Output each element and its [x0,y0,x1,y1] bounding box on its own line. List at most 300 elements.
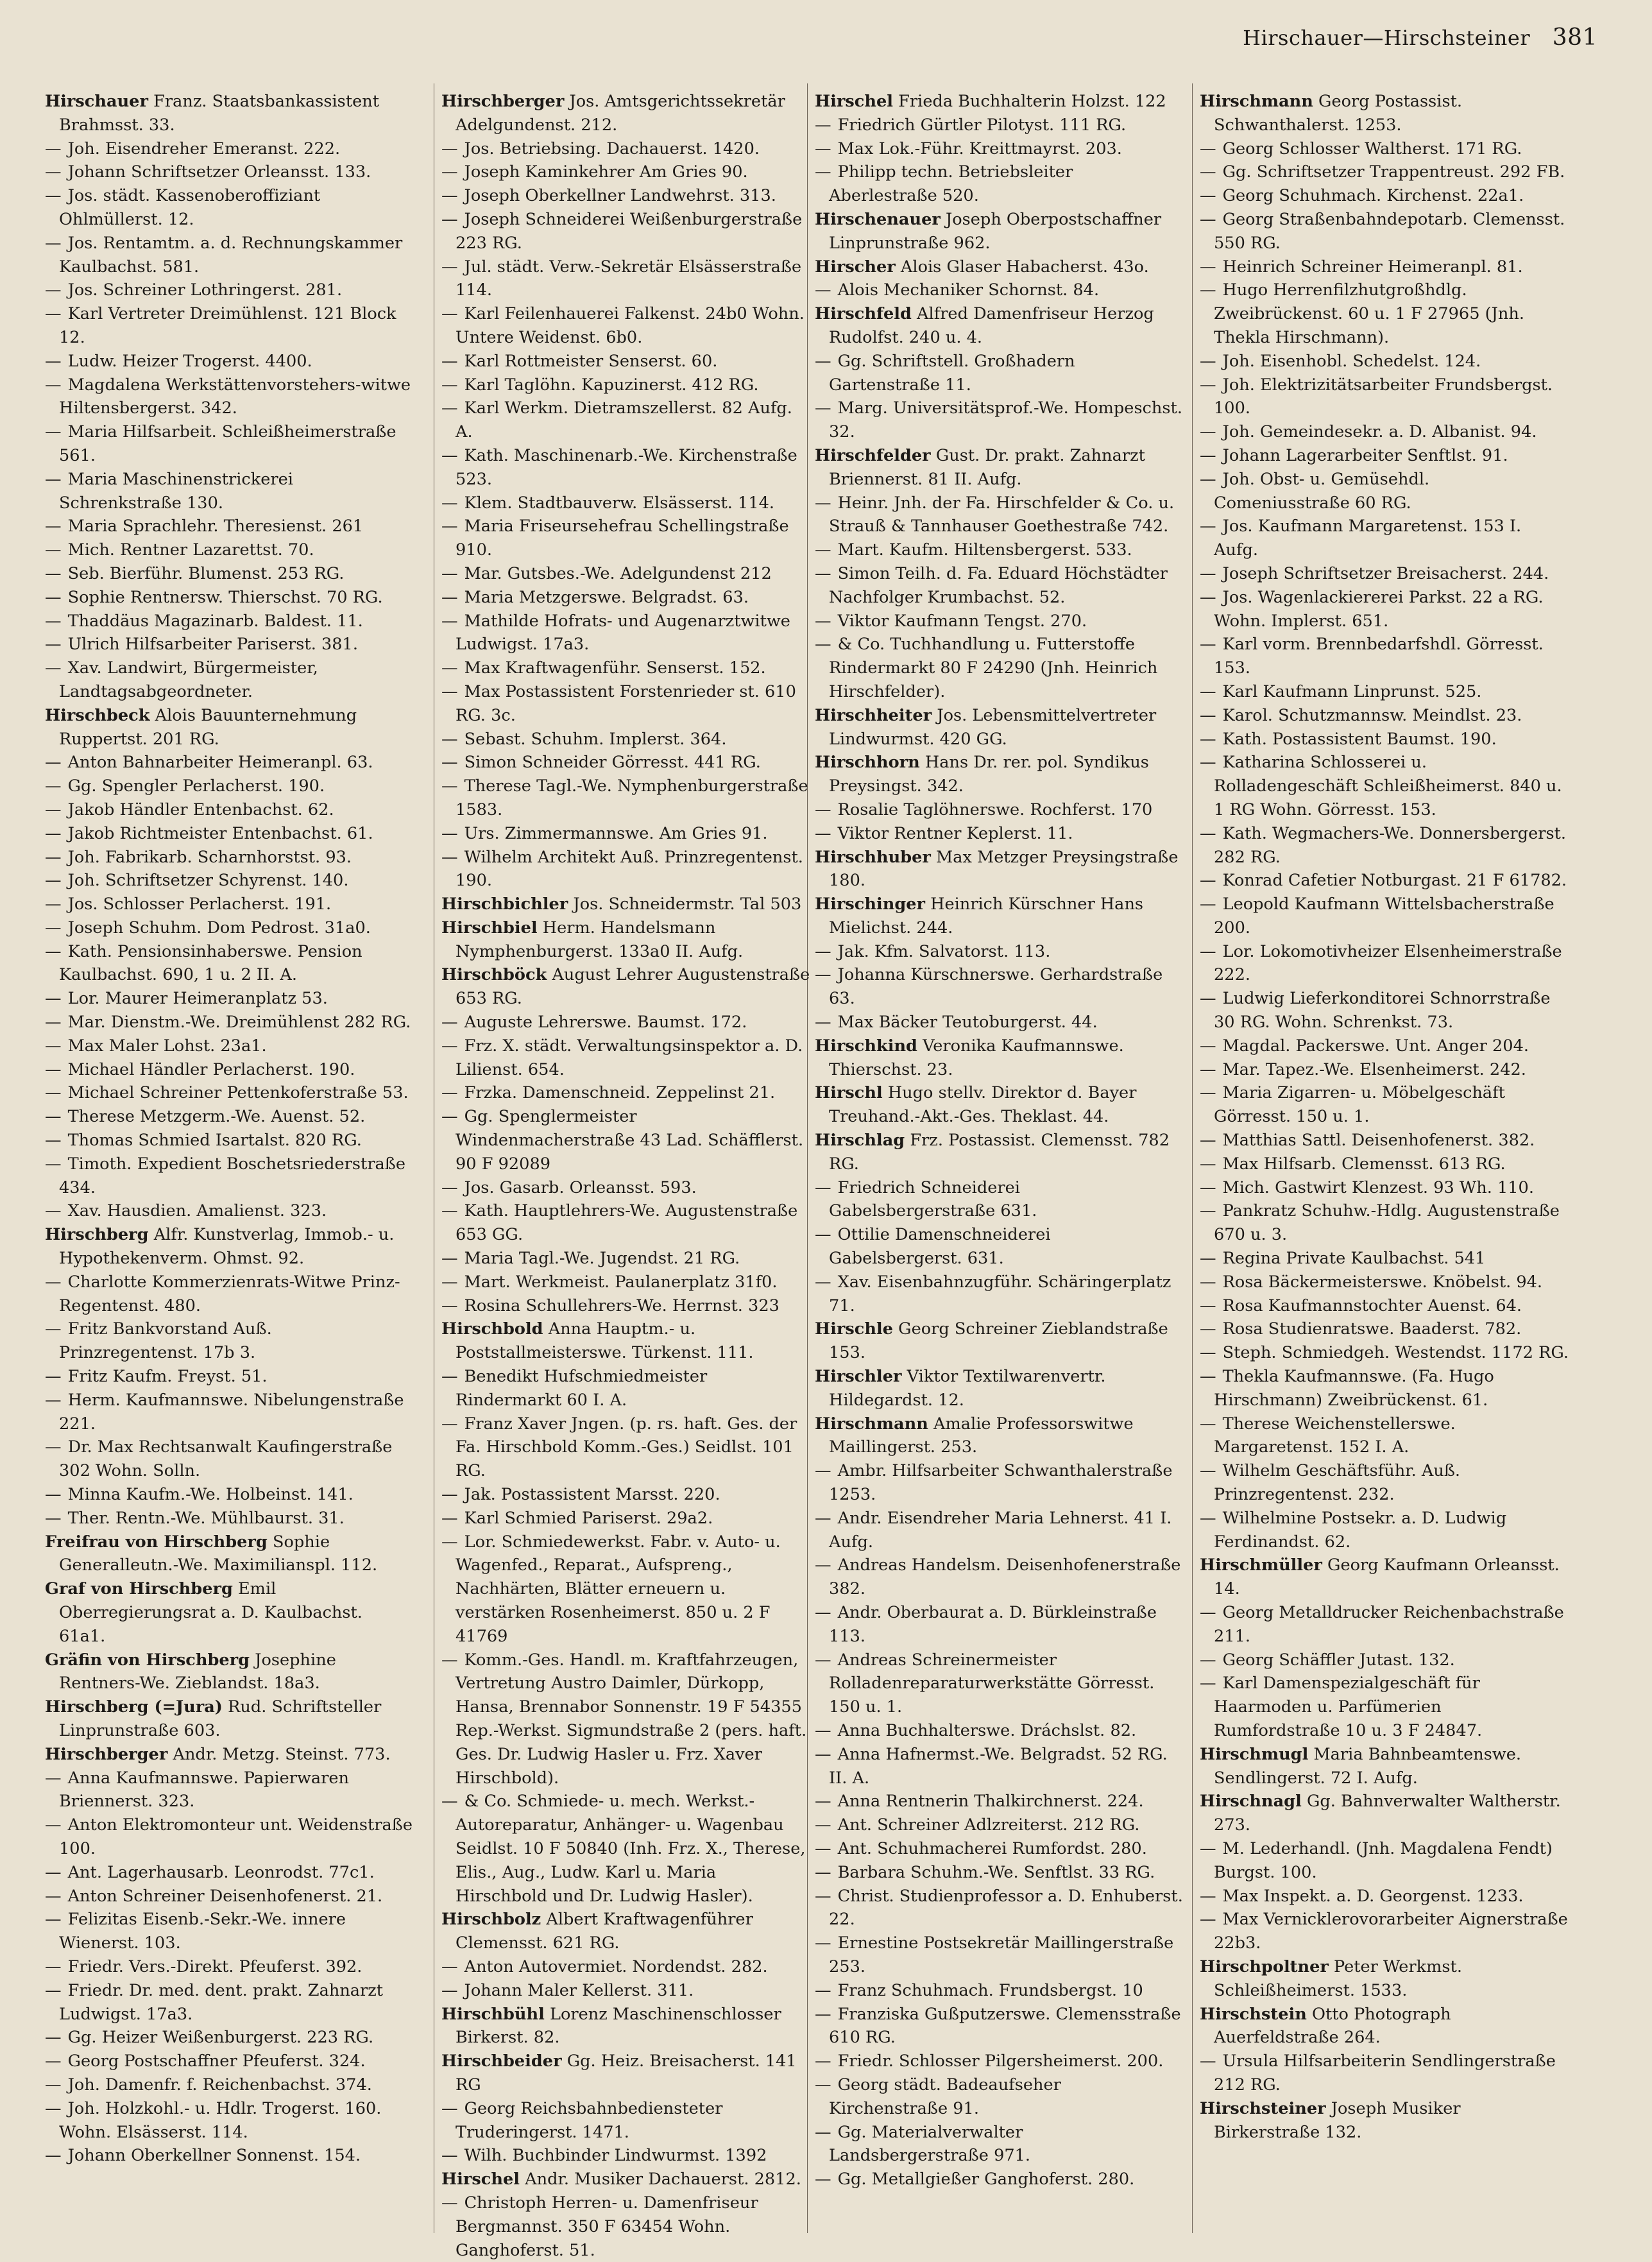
ditto-dash: — [815,1013,831,1032]
ditto-dash: — [815,1792,831,1812]
entry-details: Maria Friseursehefrau Schellingstraße 910. [456,517,789,560]
entry-surname: Hirschbolz [441,1910,541,1930]
ditto-dash: — [815,115,831,135]
directory-entry [815,562,1184,610]
directory-entry [441,1271,810,1294]
ditto-dash: — [815,1862,831,1882]
ditto-dash: — [815,1272,831,1292]
entry-details: Max Hilfsarb. Clemensst. 613 RG. [1222,1154,1506,1174]
entry-details: Jakob Händler Entenbachst. 62. [67,800,334,819]
entry-details: Ulrich Hilfsarbeiter Pariserst. 381. [67,635,358,655]
ditto-dash: — [45,587,62,607]
entry-details: Maria Zigarren- u. Möbelgeschäft Görresst. 150 u. 1. [1214,1083,1505,1127]
entry-details: Georg Postschaffner Pfeuferst. 324. [67,2052,366,2071]
entry-details: Alfr. Kunstverlag, Immob.- u. Hypothekenverm. Ohmst. 92. [59,1225,395,1269]
directory-entry [45,90,414,137]
ditto-dash: — [441,753,458,773]
directory-entry [441,1649,810,1790]
ditto-dash: — [45,1910,62,1930]
directory-entry [441,1365,810,1412]
entry-details: Rud. Schriftsteller Linprunstraße 603. [59,1697,382,1740]
directory-entry [45,137,414,161]
entry-details: Jos. städt. Kassenoberoffiziant Ohlmüllerst. 12. [59,186,321,229]
directory-entry [441,610,810,657]
directory-entry [1200,822,1569,870]
entry-details: Alois Bauunternehmung Ruppertst. 201 RG. [59,705,357,749]
ditto-dash: — [441,1532,458,1552]
ditto-dash: — [1200,823,1216,843]
ditto-dash: — [45,1131,62,1151]
directory-entry [45,1955,414,1979]
directory-entry [1200,680,1569,704]
ditto-dash: — [815,351,831,371]
entry-details: Therese Metzgerm.-We. Auenst. 52. [67,1107,366,1127]
directory-entry [441,302,810,350]
directory-entry [441,1483,810,1507]
ditto-dash: — [815,563,831,583]
ditto-dash: — [1200,1650,1216,1670]
ditto-dash: — [1200,1201,1216,1221]
ditto-dash: — [1200,1296,1216,1315]
directory-entry [441,846,810,893]
ditto-dash: — [815,2075,831,2095]
directory-entry [45,586,414,610]
ditto-dash: — [1200,1319,1216,1339]
entry-details: Sophie Rentnersw. Thierschst. 70 RG. [67,587,383,607]
entry-details: Jos. Schreiner Lothringerst. 281. [67,280,343,300]
entry-details: Rosina Schullehrers-We. Herrnst. 323 [464,1296,779,1315]
entry-details: Georg Metalldrucker Reichenbachstraße 211. [1214,1603,1564,1646]
ditto-dash: — [45,540,62,560]
entry-details: Lorenz Maschinenschlosser Birkerst. 82. [456,2004,781,2048]
directory-entry [45,775,414,798]
entry-details: Johann Oberkellner Sonnenst. 154. [67,2146,361,2166]
directory-entry [815,1790,1184,1813]
entry-details: Jak. Postassistent Marsst. 220. [464,1485,720,1505]
entry-details: Joh. Holzkohl.- u. Hdlr. Trogerst. 160. Wohn. Elsässerst. 114. [59,2098,382,2142]
entry-details: Minna Kaufm.-We. Holbeinst. 141. [67,1485,353,1505]
ditto-dash: — [1200,729,1216,749]
entry-details: Simon Teilh. d. Fa. Eduard Höchstädter Nachfolger Krumbachst. 52. [829,563,1168,607]
directory-entry [1200,1837,1569,1885]
entry-details: Friedr. Vers.-Direkt. Pfeuferst. 392. [67,1957,362,1976]
directory-entry [45,1530,414,1578]
entry-details: Emil Oberregierungsrat a. D. Kaulbachst. 61a1. [59,1579,362,1646]
directory-entry [815,1979,1184,2003]
entry-surname: Hirschinger [815,895,925,914]
entry-details: Joh. Damenfr. f. Reichenbachst. 374. [67,2075,372,2095]
entry-details: Urs. Zimmermannswe. Am Gries 91. [464,823,768,843]
entry-details: Anton Autovermiet. Nordendst. 282. [464,1957,768,1976]
directory-entry [1200,1129,1569,1152]
entry-details: Mathilde Hofrats- und Augenarztwitwe Ludwigst. 17a3. [456,611,790,655]
directory-entry [45,1152,414,1200]
directory-entry [1200,1743,1569,1790]
ditto-dash: — [1200,895,1216,914]
entry-details: Max Inspekt. a. D. Georgenst. 1233. [1222,1886,1524,1906]
directory-entry [1200,633,1569,680]
directory-entry [45,2097,414,2145]
directory-entry [1200,2003,1569,2050]
ditto-dash: — [45,1957,62,1976]
directory-entry [815,1719,1184,1743]
entry-details: Ant. Schreiner Adlzreiterst. 212 RG. [837,1815,1140,1835]
ditto-dash: — [45,1886,62,1906]
ditto-dash: — [45,989,62,1009]
entry-details: Katharina Schlosserei u. Rolladengeschäft Schleißheimerst. 840 u. 1 RG Wohn. Görresst. 153. [1214,753,1562,819]
entry-details: Hugo Herrenfilzhutgroßhdlg. Zweibrückenst. 60 u. 1 F 27965 (Jnh. Thekla Hirschmann). [1214,280,1524,347]
ditto-dash: — [1200,941,1216,961]
directory-entry [45,1695,414,1743]
entry-surname: Hirschlag [815,1131,905,1151]
ditto-dash: — [441,2146,458,2166]
entry-details: Gg. Schriftstell. Großhadern Gartenstraße 11. [829,351,1075,395]
entry-details: Maria Hilfsarbeit. Schleißheimerstraße 561. [59,422,396,465]
directory-entry [441,822,810,846]
entry-surname: Hirschbiel [441,918,538,938]
entry-details: Mart. Kaufm. Hiltensbergerst. 533. [837,540,1132,560]
entry-details: Gg. Materialverwalter Landsbergerstraße 971. [829,2122,1031,2166]
entry-details: Joh. Eisendreher Emeranst. 222. [67,139,341,159]
directory-entry [815,1412,1184,1460]
entry-details: Magdal. Packerswe. Unt. Anger 204. [1222,1036,1529,1056]
entry-details: Andr. Oberbaurat a. D. Bürkleinstraße 113. [829,1603,1157,1646]
directory-entry [1200,1459,1569,1507]
directory-entry [1200,1152,1569,1176]
entry-details: Konrad Cafetier Notburgast. 21 F 61782. [1222,871,1567,891]
entry-details: Max Maler Lohst. 23a1. [67,1036,267,1056]
directory-entry [1200,1247,1569,1271]
directory-entry [45,1034,414,1058]
directory-entry [441,728,810,751]
entry-details: Barbara Schuhm.-We. Senftlst. 33 RG. [837,1862,1155,1882]
entry-details: Joseph Kaminkehrer Am Gries 90. [464,162,748,182]
directory-entry [1200,1554,1569,1601]
directory-entry [45,846,414,870]
entry-surname: Hirschbichler [441,895,568,914]
entry-details: Max Vernicklerovorarbeiter Aignerstraße 22b3. [1214,1910,1568,1953]
directory-entry [815,350,1184,397]
ditto-dash: — [441,351,458,371]
column-1 [45,90,414,2233]
entry-surname: Hirschpoltner [1200,1957,1329,1976]
entry-details: Georg Schreiner Zieblandstraße 153. [829,1319,1168,1363]
directory-entry [1200,562,1569,586]
entry-details: Ottilie Damenschneiderei Gabelsbergerst. 631. [829,1225,1051,1269]
directory-entry [815,397,1184,444]
directory-entry [45,2073,414,2097]
directory-entry [815,822,1184,846]
ditto-dash: — [1200,186,1216,206]
directory-entry [45,987,414,1011]
ditto-dash: — [1200,1036,1216,1056]
directory-entry [815,160,1184,208]
directory-entry [45,916,414,940]
directory-entry [1200,1081,1569,1129]
entry-details: Franz Schuhmach. Frundsbergst. 10 [837,1980,1143,2000]
ditto-dash: — [1200,139,1216,159]
entry-details: Georg Schlosser Waltherst. 171 RG. [1222,139,1522,159]
directory-entry [1200,1034,1569,1058]
directory-entry [1200,90,1569,137]
ditto-dash: — [1200,1154,1216,1174]
directory-entry [45,515,414,538]
entry-details: Karl Schmied Pariserst. 29a2. [464,1508,713,1528]
directory-entry [45,1058,414,1082]
entry-details: Gg. Spenglermeister Windenmacherstraße 43 Lad. Schäfflerst. 90 F 92089 [456,1107,804,1174]
entry-details: & Co. Tuchhandlung u. Futterstoffe Rindermarkt 80 F 24290 (Jnh. Heinrich Hirschfelder). [829,635,1158,701]
entry-details: Anna Hafnermst.-We. Belgradst. 52 RG. II. A. [829,1744,1168,1788]
entry-details: Jos. Wagenlackiererei Parkst. 22 a RG. Wohn. Implerst. 651. [1214,587,1544,631]
directory-entry [45,1483,414,1507]
directory-entry [441,2144,810,2168]
ditto-dash: — [1200,351,1216,371]
directory-entry [441,492,810,515]
ditto-dash: — [441,257,458,277]
entry-surname: Hirschmann [1200,92,1313,111]
directory-entry [45,1011,414,1034]
directory-entry [45,1389,414,1436]
entry-details: Karl Taglöhn. Kapuzinerst. 412 RG. [464,375,759,395]
directory-entry [45,562,414,586]
entry-details: Ludwig Lieferkonditorei Schnorrstraße 30 RG. Wohn. Schrenkst. 73. [1214,989,1551,1032]
entry-details: Gg. Schriftsetzer Trappentreust. 292 FB. [1222,162,1565,182]
entry-details: Ludw. Heizer Trogerst. 4400. [67,351,312,371]
directory-entry [815,1129,1184,1176]
ditto-dash: — [45,304,62,324]
directory-entry [815,846,1184,893]
ditto-dash: — [441,1508,458,1528]
entry-surname: Hirschsteiner [1200,2098,1326,2118]
entry-surname: Hirschfeld [815,304,912,324]
directory-entry [441,2097,810,2145]
entry-details: Thaddäus Magazinarb. Baldest. 11. [67,611,363,631]
entry-details: Max Lok.-Führ. Kreittmayrst. 203. [837,139,1122,159]
directory-entry [1200,184,1569,208]
entry-details: Wilhelmine Postsekr. a. D. Ludwig Ferdinandst. 62. [1214,1508,1507,1552]
entry-details: Friedr. Dr. med. dent. prakt. Zahnarzt Ludwigst. 17a3. [59,1980,384,2024]
entry-details: Joh. Gemeindesekr. a. D. Albanist. 94. [1222,422,1537,442]
entry-details: Anton Bahnarbeiter Heimeranpl. 63. [67,753,373,773]
entry-details: Georg Straßenbahndepotarb. Clemensst. 550 RG. [1214,209,1565,253]
directory-entry [815,1176,1184,1224]
directory-entry [45,1271,414,1318]
entry-details: Ant. Lagerhausarb. Leonrodst. 77c1. [67,1862,375,1882]
ditto-dash: — [441,1083,458,1103]
entry-surname: Freifrau von Hirschberg [45,1532,268,1552]
entry-details: Xav. Eisenbahnzugführ. Schäringerplatz 71. [829,1272,1171,1315]
directory-entry [815,1223,1184,1271]
entry-surname: Hirschauer [45,92,148,111]
entry-details: Georg Schuhmach. Kirchenst. 22a1. [1222,186,1524,206]
directory-entry [441,2003,810,2050]
column-divider [1192,83,1193,2233]
ditto-dash: — [815,1980,831,2000]
entry-details: Maria Metzgerswe. Belgradst. 63. [464,587,749,607]
ditto-dash: — [1200,1272,1216,1292]
ditto-dash: — [441,563,458,583]
directory-entry [815,90,1184,114]
directory-entry [441,586,810,610]
directory-entry [815,751,1184,798]
directory-entry [45,2050,414,2073]
entry-surname: Hirschmann [815,1414,928,1434]
ditto-dash: — [441,776,458,796]
directory-entry [1200,208,1569,255]
directory-entry [441,1034,810,1082]
ditto-dash: — [441,162,458,182]
directory-entry [441,373,810,397]
ditto-dash: — [441,398,458,418]
ditto-dash: — [815,1555,831,1575]
ditto-dash: — [1200,1414,1216,1434]
ditto-dash: — [815,2004,831,2024]
directory-entry [45,1365,414,1389]
entry-details: Friedr. Schlosser Pilgersheimerst. 200. [837,2052,1164,2071]
ditto-dash: — [1200,1838,1216,1858]
entry-details: Matthias Sattl. Deisenhofenerst. 382. [1222,1131,1535,1151]
directory-entry [45,822,414,846]
ditto-dash: — [441,1272,458,1292]
directory-entry [815,610,1184,633]
column-4 [1200,90,1569,2233]
directory-entry [45,420,414,468]
directory-entry [815,1601,1184,1649]
directory-entry [441,1317,810,1365]
ditto-dash: — [45,611,62,631]
ditto-dash: — [45,1036,62,1056]
entry-details: Franziska Gußputzerswe. Clemensstraße 610 RG. [829,2004,1181,2048]
entry-details: Joseph Schuhm. Dom Pedrost. 31a0. [67,918,371,938]
directory-entry [815,1081,1184,1129]
entry-details: Johann Schriftsetzer Orleansst. 133. [67,162,371,182]
ditto-dash: — [441,1249,458,1269]
directory-entry [45,751,414,775]
ditto-dash: — [441,2193,458,2213]
ditto-dash: — [45,233,62,253]
entry-details: Hans Dr. rer. pol. Syndikus Preysingst. 342. [829,753,1149,796]
entry-details: Andr. Eisendreher Maria Lehnerst. 41 I. Aufg. [829,1508,1172,1552]
ditto-dash: — [815,493,831,513]
entry-details: Ant. Schuhmacherei Rumfordst. 280. [837,1838,1147,1858]
entry-details: Gg. Metallgießer Ganghoferst. 280. [837,2170,1135,2189]
entry-details: Georg Reichsbahnbediensteter Truderingerst. 1471. [456,2098,723,2142]
entry-details: Max Postassistent Forstenrieder st. 610 RG. 3c. [456,681,796,725]
entry-details: Max Kraftwagenführ. Senserst. 152. [464,658,766,678]
directory-entry [1200,1317,1569,1341]
entry-details: Jos. Schlosser Perlacherst. 191. [67,895,332,914]
entry-details: Alois Glaser Habacherst. 43o. [900,257,1149,277]
entry-details: Wilh. Buchbinder Lindwurmst. 1392 [464,2146,767,2166]
entry-surname: Hirschmugl [1200,1744,1309,1764]
directory-entry [1200,420,1569,444]
entry-details: Joh. Schriftsetzer Schyrenst. 140. [67,871,349,891]
ditto-dash: — [45,847,62,867]
directory-entry [441,137,810,161]
ditto-dash: — [45,941,62,961]
entry-details: Mar. Dienstm.-We. Dreimühlenst 282 RG. [67,1013,411,1032]
ditto-dash: — [815,823,831,843]
entry-details: Jos. Schneidermstr. Tal 503 [573,895,802,914]
directory-entry [45,1649,414,1696]
directory-entry [441,2191,810,2262]
ditto-dash: — [1200,1249,1216,1269]
entry-surname: Hirschheiter [815,705,932,725]
directory-entry [815,1317,1184,1365]
ditto-dash: — [45,351,62,371]
directory-entry [815,137,1184,161]
entry-details: Jul. städt. Verw.-Sekretär Elsässerstraße 114. [456,257,802,300]
column-2 [441,90,810,2260]
ditto-dash: — [1200,1343,1216,1363]
directory-entry [45,633,414,656]
ditto-dash: — [1200,209,1216,229]
directory-entry [441,184,810,208]
entry-details: Frzka. Damenschneid. Zeppelinst 21. [464,1083,776,1103]
entry-details: Seb. Bierführ. Blumenst. 253 RG. [67,563,345,583]
entry-details: Heinr. Jnh. der Fa. Hirschfelder & Co. u. Strauß & Tannhauser Goethestraße 742. [829,493,1175,536]
entry-details: Kath. Postassistent Baumst. 190. [1222,729,1497,749]
directory-entry [1200,160,1569,184]
ditto-dash: — [441,1178,458,1197]
ditto-dash: — [45,2052,62,2071]
ditto-dash: — [1200,422,1216,442]
entry-details: Jak. Kfm. Salvatorst. 113. [837,941,1051,961]
entry-surname: Hirschböck [441,965,547,985]
ditto-dash: — [45,1508,62,1528]
ditto-dash: — [441,1107,458,1127]
entry-surname: Hirschhorn [815,753,920,773]
entry-details: Joseph Schriftsetzer Breisacherst. 244. [1222,563,1549,583]
ditto-dash: — [441,1036,458,1056]
directory-entry [815,1649,1184,1719]
entry-details: Kath. Hauptlehrers-We. Augustenstraße 653 GG. [456,1201,798,1245]
directory-entry [441,1105,810,1176]
directory-entry [815,444,1184,492]
directory-entry [45,232,414,279]
entry-details: Klem. Stadtbauverw. Elsässerst. 114. [464,493,775,513]
ditto-dash: — [45,1319,62,1339]
directory-entry [1200,515,1569,562]
entry-details: Philipp techn. Betriebsleiter Aberlestraße 520. [829,162,1073,206]
ditto-dash: — [815,1650,831,1670]
entry-details: Charlotte Kommerzienrats-Witwe Prinz-Regentenst. 480. [59,1272,400,1315]
ditto-dash: — [815,611,831,631]
directory-entry [441,1247,810,1271]
ditto-dash: — [45,800,62,819]
ditto-dash: — [45,1367,62,1387]
ditto-dash: — [45,2028,62,2048]
ditto-dash: — [45,1154,62,1174]
directory-entry [441,1176,810,1200]
entry-details: Lor. Schmiedewerkst. Fabr. v. Auto- u. Wagenfed., Reparat., Aufspreng., Nachhärten, Blätter erneuern u. verstärken Rosenheimerst. 850 u. 2 F 41769 [456,1532,781,1646]
ditto-dash: — [1200,635,1216,655]
entry-details: Ursula Hilfsarbeiterin Sendlingerstraße 212 RG. [1214,2052,1556,2095]
directory-entry [45,302,414,350]
entry-details: Anna Hauptm.- u. Poststallmeisterswe. Türkenst. 111. [456,1319,754,1363]
entry-details: Magdalena Werkstättenvorstehers-witwe Hiltensbergerst. 342. [59,375,411,418]
entry-details: Gg. Heiz. Breisacherst. 141 RG [456,2052,797,2095]
directory-entry [815,963,1184,1011]
directory-entry [45,1979,414,2026]
ditto-dash: — [815,1508,831,1528]
entry-details: Mich. Gastwirt Klenzest. 93 Wh. 110. [1222,1178,1534,1197]
entry-details: Max Metzger Preysingstraße 180. [829,847,1179,891]
ditto-dash: — [45,1201,62,1221]
ditto-dash: — [45,422,62,442]
ditto-dash: — [441,445,458,465]
ditto-dash: — [441,681,458,701]
